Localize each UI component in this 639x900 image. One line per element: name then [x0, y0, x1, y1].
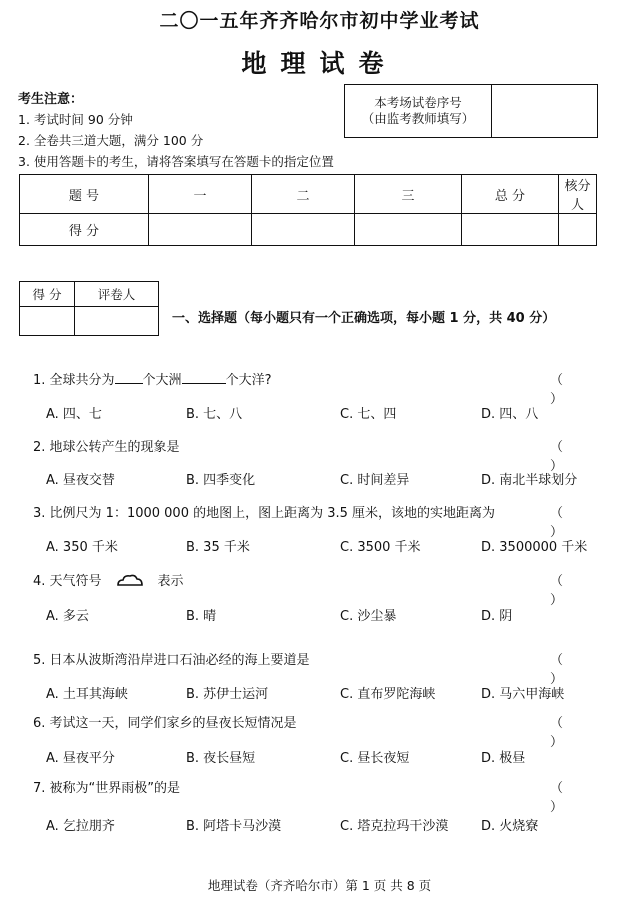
option: C. 直布罗陀海峡: [340, 687, 436, 702]
grader-name-label: 评卷人: [75, 282, 159, 307]
score-header-cell: 总 分: [462, 175, 559, 214]
option: C. 塔克拉玛干沙漠: [340, 819, 449, 834]
question-6: 6. 考试这一天，同学们家乡的昼夜长短情况是: [33, 716, 297, 731]
score-header-cell: 核分人: [559, 175, 597, 214]
question-5: 5. 日本从波斯湾沿岸进口石油必经的海上要道是: [33, 653, 310, 668]
seat-number-field[interactable]: [492, 85, 598, 138]
score-cell[interactable]: [355, 214, 462, 246]
answer-paren[interactable]: （ ）: [550, 653, 592, 687]
option: D. 阴: [481, 609, 513, 624]
exam-subtitle: 地理试卷: [241, 49, 398, 78]
seat-number-box: [344, 84, 598, 138]
option: A. 乞拉朋齐: [46, 819, 115, 834]
option: B. 晴: [186, 609, 217, 624]
option: D. 火烧寮: [481, 819, 539, 834]
grader-box: [19, 281, 159, 336]
score-table-score-row: [20, 214, 597, 246]
option: D. 四、八: [481, 407, 539, 422]
option: A. 350 千米: [46, 540, 118, 555]
option: D. 南北半球划分: [481, 473, 578, 488]
option: B. 七、八: [186, 407, 243, 422]
option: B. 苏伊士运河: [186, 687, 269, 702]
option: B. 四季变化: [186, 473, 256, 488]
question-stem: 个大洋?: [225, 373, 272, 388]
option: C. 时间差异: [340, 473, 410, 488]
option: D. 马六甲海峡: [481, 687, 565, 702]
answer-paren[interactable]: （ ）: [550, 574, 592, 608]
option: A. 多云: [46, 609, 89, 624]
option: C. 昼长夜短: [340, 751, 410, 766]
option: D. 极昼: [481, 751, 526, 766]
page-footer: 地理试卷（齐齐哈尔市）第 1 页 共 8 页: [207, 878, 432, 893]
score-header-cell: 一: [149, 175, 252, 214]
option: A. 昼夜平分: [46, 751, 115, 766]
option: C. 七、四: [340, 407, 397, 422]
option: B. 夜长昼短: [186, 751, 256, 766]
answer-paren[interactable]: （ ）: [550, 506, 592, 540]
option: C. 3500 千米: [340, 540, 421, 555]
note-item: 1. 考试时间 90 分钟: [18, 112, 133, 127]
option: C. 沙尘暴: [340, 609, 397, 624]
seat-number-label-line1: 本考场试卷序号: [374, 95, 462, 110]
score-header-cell: 题 号: [20, 175, 149, 214]
note-item: 3. 使用答题卡的考生，请将答案填写在答题卡的指定位置: [18, 154, 334, 169]
option: B. 阿塔卡马沙漠: [186, 819, 282, 834]
score-table-header-row: [20, 175, 597, 214]
answer-blank[interactable]: [115, 371, 143, 384]
answer-paren[interactable]: （ ）: [550, 781, 592, 815]
grader-name-field[interactable]: [75, 307, 159, 336]
question-1: [33, 369, 271, 388]
note-item: 2. 全卷共三道大题，满分 100 分: [18, 133, 204, 148]
option: A. 昼夜交替: [46, 473, 115, 488]
question-7: 7. 被称为“世界雨极”的是: [33, 781, 181, 796]
question-stem: 1. 全球共分为: [33, 373, 115, 388]
exam-title: 二〇一五年齐齐哈尔市初中学业考试: [159, 10, 480, 32]
question-stem: 个大洲: [142, 373, 182, 388]
answer-paren[interactable]: （ ）: [550, 440, 592, 474]
grader-score-field[interactable]: [20, 307, 75, 336]
score-cell[interactable]: [559, 214, 597, 246]
question-4: [33, 570, 184, 591]
cloudy-weather-icon: [116, 573, 144, 591]
option: A. 四、七: [46, 407, 102, 422]
score-table: [19, 174, 597, 246]
question-stem: 4. 天气符号: [33, 574, 102, 589]
score-header-cell: 三: [355, 175, 462, 214]
option: A. 土耳其海峡: [46, 687, 128, 702]
answer-blank[interactable]: [182, 371, 226, 384]
option: B. 35 千米: [186, 540, 250, 555]
grader-score-label: 得 分: [20, 282, 75, 307]
score-cell[interactable]: [252, 214, 355, 246]
notes-heading: 考生注意：: [18, 92, 84, 107]
answer-paren[interactable]: （ ）: [550, 373, 592, 407]
score-row-label: 得 分: [20, 214, 149, 246]
option: D. 3500000 千米: [481, 540, 588, 555]
seat-number-label: [345, 85, 492, 138]
answer-paren[interactable]: （ ）: [550, 716, 592, 750]
score-cell[interactable]: [462, 214, 559, 246]
question-stem: 表示: [157, 574, 184, 589]
score-cell[interactable]: [149, 214, 252, 246]
section-title: 一、选择题（每小题只有一个正确选项，每小题 1 分，共 40 分）: [172, 311, 556, 326]
seat-number-label-line2: （由监考教师填写）: [361, 111, 475, 126]
question-2: 2. 地球公转产生的现象是: [33, 440, 180, 455]
score-header-cell: 二: [252, 175, 355, 214]
question-3: 3. 比例尺为 1：1000 000 的地图上，图上距离为 3.5 厘米，该地的实地距离为: [33, 506, 496, 521]
